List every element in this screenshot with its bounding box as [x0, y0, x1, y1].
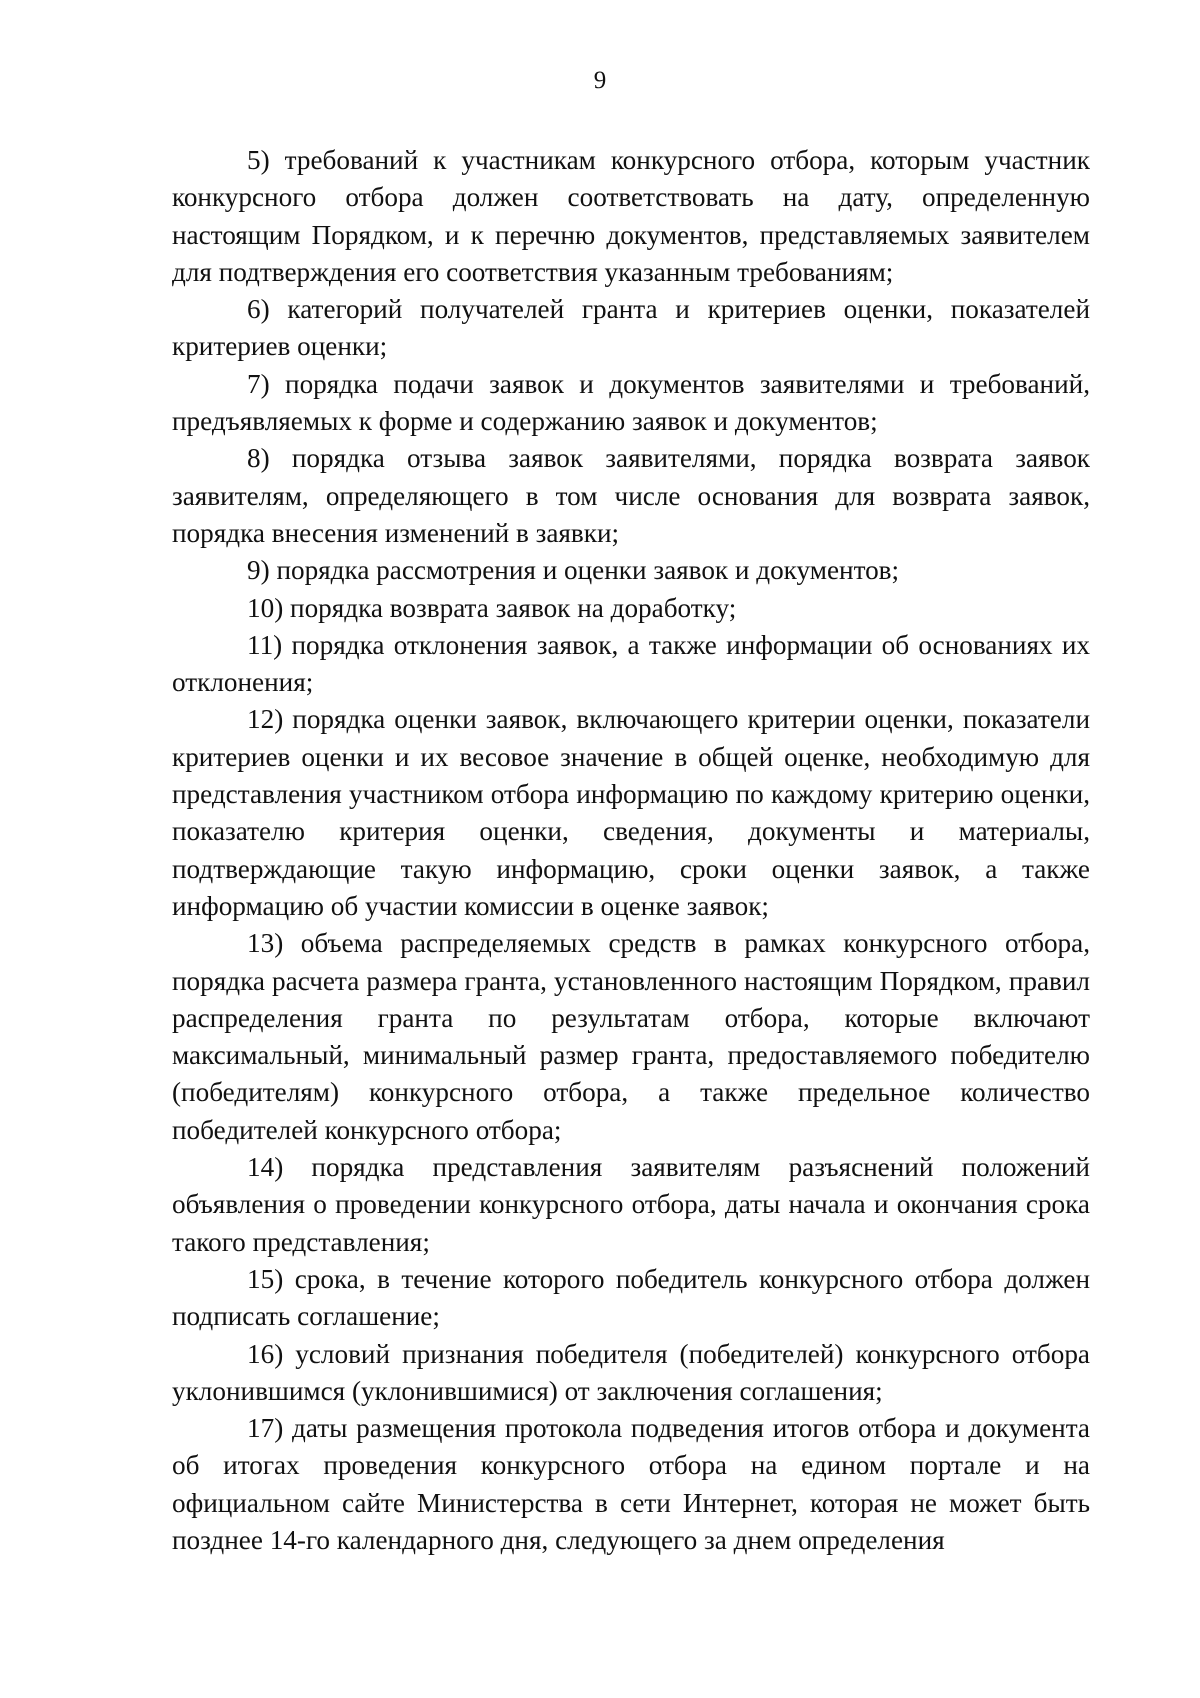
list-item-7: 7) порядка подачи заявок и документов заявителями и требований, предъявляемых к форме и содержанию заявок и документов; [172, 368, 1090, 437]
list-item-8: 8) порядка отзыва заявок заявителями, порядка возврата заявок заявителям, определяющего в том числе основания для возврата заявок, порядка внесения изменений в заявки; [172, 443, 1090, 548]
list-item-6: 6) категорий получателей гранта и критериев оценки, показателей критериев оценки; [172, 294, 1090, 362]
list-item-13: 13) объема распределяемых средств в рамках конкурсного отбора, порядка расчета размера гранта, установленного настоящим Порядком, правил распределения гранта по результатам отбора, которые включают максимальный, минимальный размер гранта, предоставляемого победителю (победителям) конкурсного отбора, а также предельное количество победителей конкурсного отбора; [172, 928, 1090, 1145]
list-item-15: 15) срока, в течение которого победитель конкурсного отбора должен подписать соглашение; [172, 1263, 1090, 1332]
list-item-16: 16) условий признания победителя (победителей) конкурсного отбора уклонившимся (уклонившимися) от заключения соглашения; [172, 1338, 1090, 1406]
list-item-10: 10) порядка возврата заявок на доработку; [247, 592, 737, 623]
list-item-17: 17) даты размещения протокола подведения итогов отбора и документа об итогах проведения конкурсного отбора на едином портале и на официальном сайте Министерства в сети Интернет, которая не может быть позднее 14-го календарного дня, следующего за днем определения [172, 1413, 1090, 1555]
list-item-11: 11) порядка отклонения заявок, а также информации об основаниях их отклонения; [172, 629, 1090, 698]
list-item-5: 5) требований к участникам конкурсного отбора, которым участник конкурсного отбора должен соответствовать на дату, определенную настоящим Порядком, и к перечню документов, представляемых заявителем для подтверждения его соответствия указанным требованиям; [172, 145, 1090, 287]
page-number: 9 [593, 67, 607, 94]
list-item-14: 14) порядка представления заявителям разъяснений положений объявления о проведении конкурсного отбора, даты начала и окончания срока такого представления; [172, 1152, 1090, 1257]
document-body [172, 142, 1090, 1559]
list-item-12: 12) порядка оценки заявок, включающего критерии оценки, показатели критериев оценки и их весовое значение в общей оценке, необходимую для представления участником отбора информацию по каждому критерию оценки, показателю критерия оценки, сведения, документы и материалы, подтверждающие такую информацию, сроки оценки заявок, а также информацию об участии комиссии в оценке заявок; [172, 704, 1090, 921]
list-item-9: 9) порядка рассмотрения и оценки заявок и документов; [247, 555, 900, 586]
